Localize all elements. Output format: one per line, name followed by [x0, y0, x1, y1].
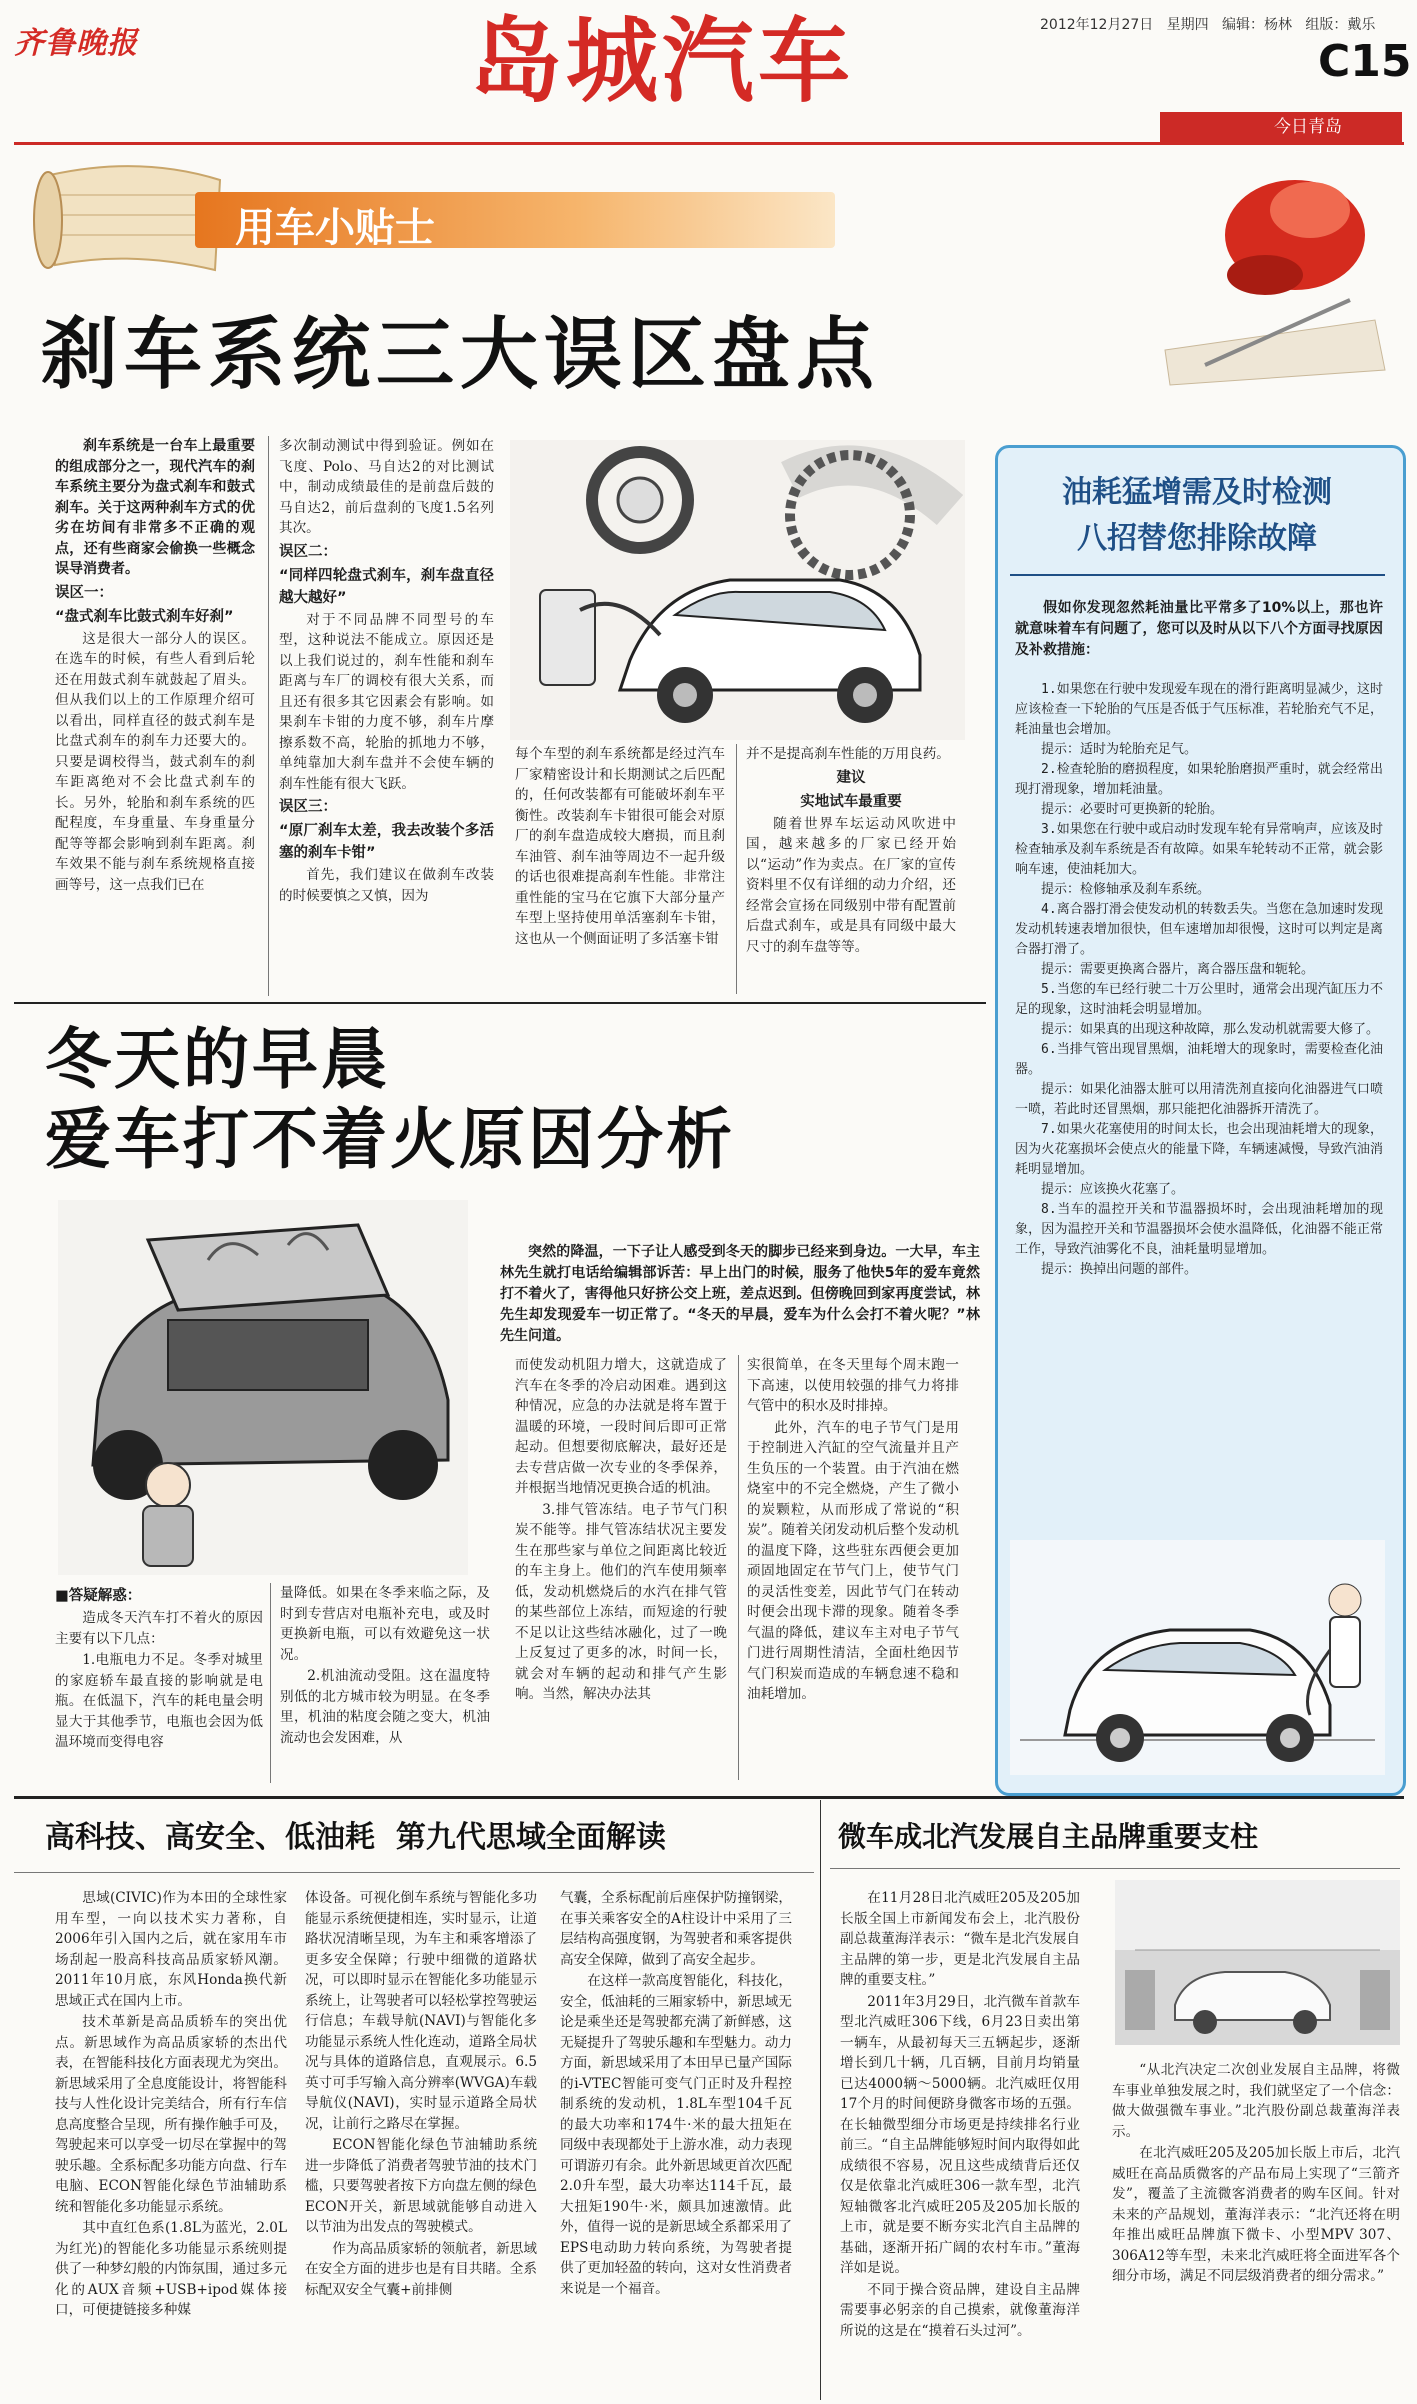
paragraph: 每个车型的刹车系统都是经过汽车厂家精密设计和长期测试之后匹配的，任何改装都有可能破坏刹车平衡性。改装刹车卡钳很可能会对原厂的刹车盘造成较大磨损，而且刹车油管、刹车油等周边不一起升级的话也很难提高刹车性能。非常注重性能的宝马在它旗下大部分量产车型上坚持使用单活塞刹车卡钳，这也从一个侧面证明了多活塞卡钳	[515, 746, 725, 947]
tips-banner	[195, 192, 835, 251]
paragraph: 对于不同品牌不同型号的车型，这种说法不能成立。原因还是以上我们说过的，刹车性能和刹车距离与车厂的调校有很大关系，而且还有很多其它因素会有影响。如果刹车卡钳的力度不够，刹车片摩擦系数不高，轮胎的抓地力不够，单纯靠加大刹车盘并不会使车辆的刹车性能有很大飞跃。	[279, 611, 494, 792]
fuel-items-list	[1015, 680, 1383, 1280]
paragraph: 气囊，全系标配前后座保护防撞钢梁，在事关乘客安全的A柱设计中采用了三层结构高强度钢，为驾驶者和乘客提供高安全保障，做到了高安全起步。	[560, 1890, 792, 1968]
fuel-tip-hint: 提示：换掉出问题的部件。	[1041, 1262, 1198, 1277]
fuel-headline-line-2: 八招替您排除故障	[1077, 521, 1317, 556]
mechanic-illustration	[1010, 1540, 1385, 1775]
winter-headline-line-1: 冬天的早晨	[45, 1021, 390, 1098]
civic-column-1	[55, 1888, 287, 2322]
tips-column-4	[746, 744, 956, 958]
subheading: “原厂刹车太差，我去改装个多活塞的刹车卡钳”	[279, 823, 494, 861]
paragraph: 思域(CIVIC)作为本田的全球性家用车型，一向以技术实力著称，自2006年引入国内之后，就在家用车市场刮起一股高科技高品质家轿风潮。2011年10月底，东风Honda换代新思域正式在国内上市。	[55, 1890, 287, 2009]
civic-column-3	[560, 1888, 792, 2300]
paragraph: 体设备。可视化倒车系统与智能化多功能显示系统便捷相连，实时显示，让道路状况清晰呈现，为车主和乘客增添了更多安全保障；行驶中细微的道路状况，可以即时显示在智能化多功能显示系统上，让驾驶者可以轻松掌控驾驶运行信息；车载导航(NAVI)与智能化多功能显示系统人性化连动，道路全局状况与具体的道路信息，直观展示。6.5英寸可手写输入高分辨率(WVGA)车载导航仪(NAVI)，实时显示道路全局状况，让前行之路尽在掌握。	[305, 1890, 537, 2132]
paragraph: 1.电瓶电力不足。冬季对城里的家庭轿车最直接的影响就是电瓶。在低温下，汽车的耗电量会明显大于其他季节，电瓶也会因为低温环境而变得电容	[55, 1652, 263, 1750]
pushpin-icon	[1145, 150, 1405, 390]
fuel-tip-item: 2.检查轮胎的磨损程度，如果轮胎磨损严重时，就会经常出现打滑现象，增加耗油量。	[1015, 762, 1383, 797]
winter-column-b	[280, 1583, 490, 1749]
paragraph: 这是很大一部分人的误区。在选车的时候，有些人看到后轮还在用鼓式刹车就鼓起了眉头。但从我们以上的工作原理介绍可以看出，同样直径的鼓式刹车是比盘式刹车的刹车力还要大的。只要是调校得当，鼓式刹车的刹车距离绝对不会比盘式刹车的长。另外，轮胎和刹车系统的匹配程度，车身重量、车身重量分配等等都会影响到刹车距离。刹车效果不能与刹车系统规格直接画等号，这一点我们已在	[55, 630, 255, 893]
civic-headline: 高科技、高安全、低油耗 第九代思域全面解读	[45, 1820, 666, 1855]
subheading: 误区三：	[279, 799, 337, 815]
fuel-tip-hint: 提示：如果真的出现这种故障，那么发动机就需要大修了。	[1041, 1022, 1380, 1037]
edition-label: 今日青岛	[1274, 117, 1342, 137]
winter-headline-line-2: 爱车打不着火原因分析	[45, 1101, 735, 1178]
subheading: 实地试车最重要	[800, 793, 902, 810]
tips-column-2	[279, 436, 494, 907]
masthead-rule	[14, 142, 1404, 145]
fuel-tip-item: 5.当您的车已经行驶二十万公里时，通常会出现汽缸压力不足的现象，这时油耗会明显增加。	[1015, 982, 1383, 1017]
paragraph: 在11月28日北汽威旺205及205加长版全国上市新闻发布会上，北汽股份副总裁董海洋表示：“微车是北汽发展自主品牌的第一步，更是北汽发展自主品牌的重要支柱。”	[840, 1890, 1080, 1988]
fuel-tip-hint: 提示：应该换火花塞了。	[1041, 1182, 1185, 1197]
paragraph: 首先，我们建议在做刹车改装的时候要慎之又慎，因为	[279, 867, 494, 904]
paragraph: 作为高品质家轿的领航者，新思域在安全方面的进步也是有目共睹。全系标配双安全气囊+前排侧	[305, 2240, 537, 2298]
paper-logo: 齐鲁晚报	[14, 26, 138, 61]
car-illustration	[510, 440, 965, 740]
tips-column-3	[515, 744, 725, 950]
paragraph: 并不是提高刹车性能的万用良药。	[746, 746, 950, 762]
winter-lead: 突然的降温，一下子让人感受到冬天的脚步已经来到身边。一大早，车主林先生就打电话给编辑部诉苦：早上出门的时候，服务了他快5年的爱车竟然打不着火了，害得他只好挤公交上班，差点迟到。但傍晚回到家再度尝试，林先生却发现爱车一切正常了。“冬天的早晨，爱车为什么会打不着火呢？”林先生问道。	[500, 1244, 980, 1344]
subheading: 误区二：	[279, 543, 337, 560]
fuel-tip-item: 3.如果您在行驶中或启动时发现车轮有异常响声，应该及时检查轴承及刹车系统是否有故障。如果车轮转动不正常，就会影响车速，使油耗加大。	[1015, 822, 1383, 877]
edition-bar	[1160, 112, 1402, 142]
editor-credit: 编辑：杨林	[1221, 17, 1292, 33]
masthead-info	[1040, 14, 1375, 34]
fuel-tip-hint: 提示：需要更换离合器片，离合器压盘和轭轮。	[1041, 962, 1315, 977]
fuel-tip-item: 4.离合器打滑会使发动机的转数丢失。当您在急加速时发现发动机转速表增加很快，但车速增加却很慢，这时可以判定是离合器打滑了。	[1015, 902, 1383, 957]
winter-headline	[45, 1020, 735, 1180]
baic-headline: 微车成北汽发展自主品牌重要支柱	[838, 1820, 1259, 1853]
issue-date: 2012年12月27日	[1040, 17, 1154, 33]
broken-car-illustration	[58, 1200, 468, 1575]
paragraph: 随着世界车坛运动风吹进中国，越来越多的厂家已经开始以“运动”作为卖点。在厂家的宣传资料里不仅有详细的动力介绍，还经常会宣扬在同级别中带有配置前后盘式刹车，或是具有同级中最大尺寸的刹车盘等等。	[746, 815, 956, 955]
paragraph: “从北汽决定二次创业发展自主品牌，将微车事业单独发展之时，我们就坚定了一个信念：做大做强微车事业。”北汽股份副总裁董海洋表示。	[1112, 2062, 1400, 2140]
page-number: C15	[1318, 36, 1412, 87]
civic-column-2	[305, 1888, 537, 2301]
winter-column-a	[55, 1583, 263, 1754]
subheading: “同样四轮盘式刹车，刹车盘直径越大越好”	[279, 567, 494, 606]
section-title: 岛城汽车	[470, 8, 855, 115]
subheading: 建议	[836, 769, 866, 786]
baic-column-a	[840, 1888, 1080, 2342]
fuel-tip-hint: 提示：如果化油器太脏可以用清洗剂直接向化油器进气口喷一喷，若此时还冒黑烟，那只能把化油器拆开清洗了。	[1015, 1082, 1383, 1117]
paragraph: ECON智能化绿色节油辅助系统进一步降低了消费者驾驶节油的技术门槛，只要驾驶者按下方向盘左侧的绿色ECON开关，新思域就能够自动进入以节油为出发点的驾驶模式。	[305, 2137, 537, 2235]
fuel-headline-line-1: 油耗猛增需及时检测	[1062, 475, 1332, 510]
tips-column-1	[55, 436, 255, 896]
paragraph: 多次制动测试中得到验证。例如在飞度、Polo、马自达2的对比测试中，制动成绩最佳的是前盘后鼓的马自达2，前后盘刹的飞度1.5名列其次。	[279, 438, 494, 536]
paragraph: 在这样一款高度智能化，科技化，安全，低油耗的三厢家轿中，新思域无论是乘坐还是驾驶都充满了新鲜感，这无疑提升了驾驶乐趣和车型魅力。动力方面，新思域采用了本田早已量产国际的i-VTEC智能可变气门正时及升程控制系统的发动机，1.8L车型104千瓦的最大功率和174牛·米的最大扭矩在同级中表现都处于上游水准，动力表现可谓游刃有余。此外新思域更首次匹配2.0升车型，最大功率达114千瓦，最大扭矩190牛·米，颇具加速激情。此外，值得一说的是新思域全系都采用了EPS电动助力转向系统，为驾驶者提供了更加轻盈的转向，这对女性消费者来说是一个福音。	[560, 1973, 792, 2297]
fuel-tip-item: 1.如果您在行驶中发现爱车现在的滑行距离明显减少，这时应该检查一下轮胎的气压是否低于气压标准，若轮胎充气不足，耗油量也会增加。	[1015, 682, 1383, 737]
winter-column-d	[747, 1355, 959, 1706]
fuel-tip-hint: 提示：必要时可更换新的轮胎。	[1041, 802, 1224, 817]
paragraph: 技术革新是高品质轿车的突出优点。新思域作为高品质家轿的杰出代表，在智能科技化方面表现尤为突出。新思域采用了全息度能设计，将智能科技与人性化设计完美结合，所有行车信息高度整合呈现，所有操作触手可及，驾驶起来可以享受一切尽在掌握中的驾驶乐趣。全系标配多功能方向盘、行车电脑、ECON智能化绿色节油辅助系统和智能化多功能显示系统。	[55, 2014, 287, 2215]
winter-column-c	[515, 1355, 727, 1706]
fuel-tip-item: 8.当车的温控开关和节温器损坏时，会出现油耗增加的现象，因为温控开关和节温器损坏会使水温降低，化油器不能正常工作，导致汽油雾化不良，油耗量明显增加。	[1015, 1202, 1383, 1257]
paragraph: 实很简单，在冬天里每个周末跑一下高速，以使用较强的排气力将排气管中的积水及时排掉。	[747, 1357, 959, 1414]
paragraph: 量降低。如果在冬季来临之际，及时到专营店对电瓶补充电，或及时更换新电瓶，可以有效避免这一状况。	[280, 1585, 490, 1663]
subheading: “盘式刹车比鼓式刹车好刹”	[55, 608, 234, 625]
paragraph: 而使发动机阻力增大，这就造成了汽车在冬季的冷启动困难。遇到这种情况，应急的办法就是将车置于温暖的环境，一段时间后即可正常起动。但想要彻底解决，最好还是去专营店做一次专业的冬季保养，并根据当地情况更换合适的机油。	[515, 1357, 727, 1496]
paragraph: 此外，汽车的电子节气门是用于控制进入汽缸的空气流量并且产生负压的一个装置。由于汽油在燃烧室中的不完全燃烧，产生了微小的炭颗粒，从而形成了常说的“积炭”。随着关闭发动机后整个发动机的温度下降，这些驻东西便会更加顽固地固定在节气门上，使节气门的灵活性变差，因此节气门在转动时便会出现卡滞的现象。随着冬季气温的降低，建议车主对电子节气门进行周期性清洁，全面杜绝因节气门积炭而造成的车辆怠速不稳和油耗增加。	[747, 1419, 959, 1702]
subheading: ■答疑解惑：	[55, 1588, 142, 1604]
subheading: 误区一：	[55, 584, 113, 601]
fuel-tip-item: 7.如果火花塞使用的时间太长，也会出现油耗增大的现象，因为火花塞损坏会使点火的能量下降，车辆速减慢，导致汽油消耗明显增加。	[1015, 1122, 1383, 1177]
paragraph: 造成冬天汽车打不着火的原因主要有以下几点：	[55, 1610, 263, 1647]
fuel-tip-item: 6.当排气管出现冒黑烟，油耗增大的现象时，需要检查化油器。	[1015, 1042, 1383, 1077]
layout-credit: 组版：戴乐	[1305, 17, 1376, 33]
baic-column-b	[1112, 2060, 1400, 2288]
lead-paragraph: 刹车系统是一台车上最重要的组成部分之一，现代汽车的刹车系统主要分为盘式刹车和鼓式刹车。关于这两种刹车方式的优劣在坊间有非常多不正确的观点，还有些商家会偷换一些概念误导消费者。	[55, 438, 255, 577]
paragraph: 2011年3月29日，北汽微车首款车型北汽威旺306下线，6月23日卖出第一辆车，从最初每天三五辆起步，逐渐增长到几十辆，几百辆，目前月均销量已达4000辆～5000辆。北汽威旺仅用17个月的时间便跻身微客市场的五强。在长轴微型细分市场更是持续排名行业前三。“自主品牌能够短时间内取得如此成绩很不容易，况且这些成绩背后还仅仅是依靠北汽威旺306一款车型，北汽短轴微客北汽威旺205及205加长版的上市，就是要不断夯实北汽自主品牌的基础，逐渐开拓广阔的农村车市。”董海洋如是说。	[840, 1993, 1080, 2276]
paragraph: 其中直红色系(1.8L为蓝光，2.0L为红光)的智能化多功能显示系统则提供了一种梦幻般的内饰氛围，通过多元化的AUX音频+USB+ipod媒体接口，可便捷链接多种媒	[55, 2220, 287, 2318]
tips-banner-label: 用车小贴士	[235, 205, 435, 251]
issue-weekday: 星期四	[1166, 17, 1209, 33]
paragraph: 不同于操合资品牌，建设自主品牌需要事必躬亲的自己摸索，就像董海洋所说的这是在“摸着石头过河”。	[840, 2281, 1080, 2339]
paragraph: 3.排气管冻结。电子节气门积炭不能等。排气管冻结状况主要发生在那些家与单位之间距离比较近的车主身上。他们的汽车使用频率低，发动机燃烧后的水汽在排气管的某些部位上冻结，而短途的行驶不足以让这些结冰融化，过了一晚上反复过了更多的冰，时间一长，就会对车辆的起动和排气产生影响。当然，解决办法其	[515, 1501, 727, 1702]
fuel-tip-hint: 提示：检修轴承及刹车系统。	[1041, 882, 1211, 897]
paragraph: 在北汽威旺205及205加长版上市后，北汽威旺在高品质微客的产品布局上实现了“三箭齐发”，覆盖了主流微客消费者的购车区间。针对未来的产品规划，董海洋表示：“北汽还将在明年推出威旺品牌旗下微卡、小型MPV 307、306A12等车型，未来北汽威旺将全面进军各个细分市场，满足不同层级消费者的细分需求。”	[1112, 2145, 1400, 2284]
paragraph: 2.机油流动受阻。这在温度特别低的北方城市较为明显。在冬季里，机油的粘度会随之变大，机油流动也会发困难，从	[280, 1668, 490, 1746]
fuel-headline	[1012, 470, 1382, 562]
showroom-photo	[1115, 1880, 1400, 2045]
fuel-tip-hint: 提示：适时为轮胎充足气。	[1041, 742, 1198, 757]
fuel-lead: 假如你发现忽然耗油量比平常多了10%以上，那也许就意味着车有问题了，您可以及时从以下八个方面寻找原因及补救措施：	[1015, 600, 1383, 658]
tips-headline: 刹车系统三大误区盘点	[40, 310, 881, 400]
